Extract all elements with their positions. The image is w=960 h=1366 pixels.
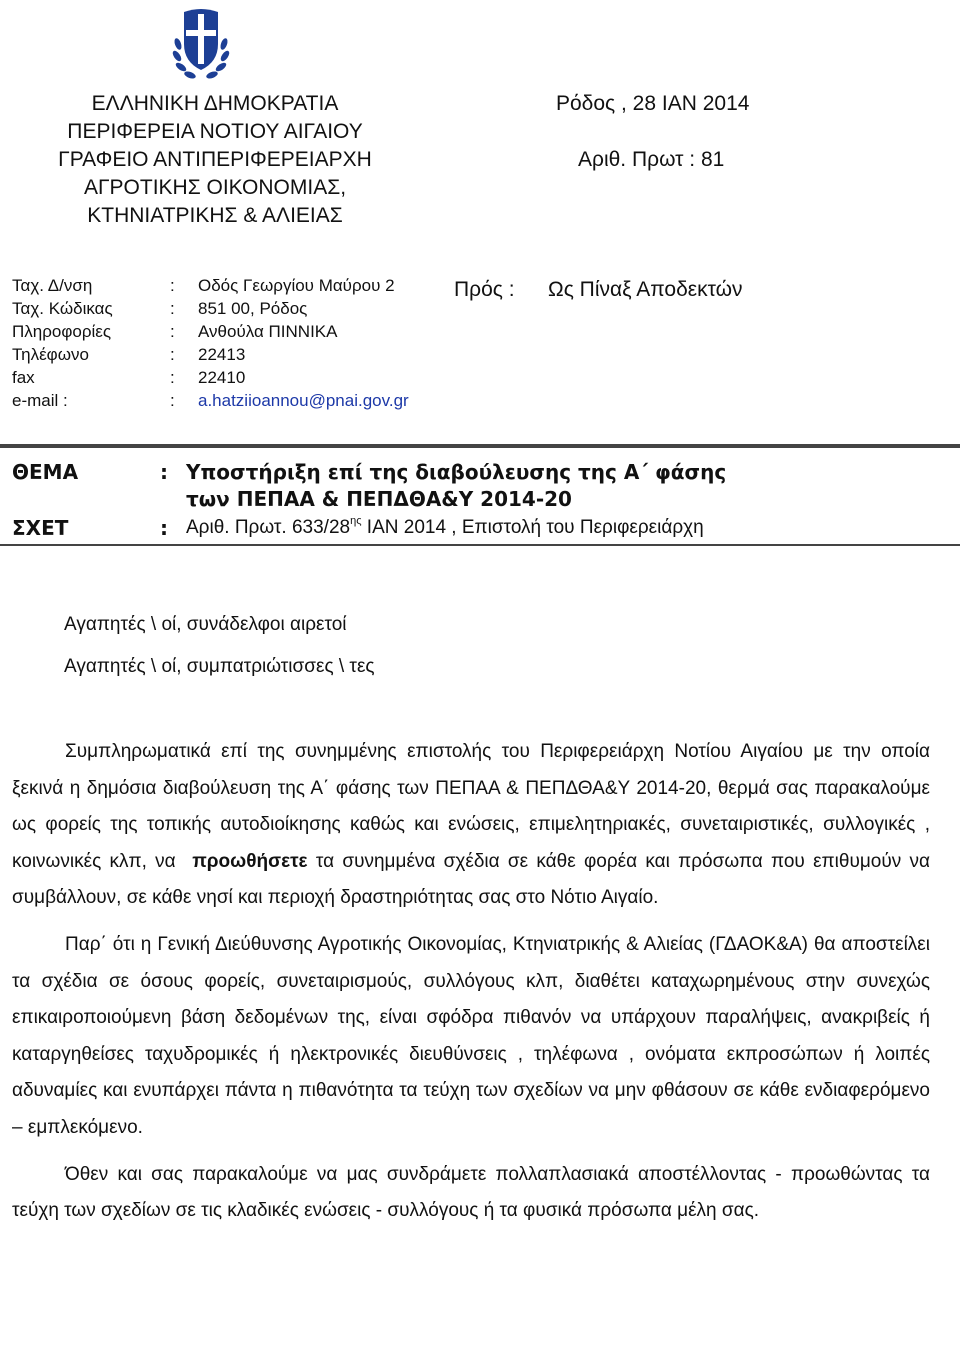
paragraph-text: τα συνημμένα σχέδια σε κάθε φορέα και πρόσωπα που επιθυμούν να συμβάλλουν, σε κάθε νησί και περιοχή δραστηριότητας σας στο Νότιο Αιγαίο. [12, 850, 931, 909]
paragraph: Παρ΄ ότι η Γενική Διεύθυνσης Αγροτικής Οικονομίας, Κτηνιατρικής & Αλιείας (ΓΔΑΟΚ&Α) θα αποστείλει τα σχέδια σε όσους φορείς, συνεταιρισμούς, συλλόγους κλπ, διαθέτει καταχωρημένους στην συνεχώς επικαιροποιούμενη βάση δεδομένων της, είναι σφόδρα πιθανόν να υπάρχουν παραλήψεις, ανακριβείς ή καταργηθείσες ταχυδρομικές ή ηλεκτρονικές διευθύνσεις , τηλέφωνα , ονόματα εκπροσώπων ή λοιπές αδυναμίες και ενυπάρχει πάντα η πιθανότητα τα τεύχη των σχεδίων να μην φθάσουν σε κάθε ενδιαφερόμενο – εμπλεκόμενο. [12, 933, 930, 1138]
sender-line: ΓΡΑΦΕΙΟ ΑΝΤΙΠΕΡΙΦΕΡΕΙΑΡΧΗ [58, 148, 372, 171]
contact-row [12, 389, 442, 412]
reference-sup: ης [350, 515, 362, 527]
contact-key: Ταχ. Κώδικας [12, 299, 113, 318]
contact-value: 22410 [198, 368, 246, 387]
contact-key: Πληροφορίες [12, 322, 112, 341]
protocol-number: Αριθ. Πρωτ : 81 [578, 148, 725, 171]
contact-key: e-mail : [12, 391, 68, 410]
paragraph-text: Συμπληρωματικά επί της συνημμένης επιστολής του Περιφερειάρχη Νοτίου Αιγαίου με την οποία ξεκινά η δημόσια διαβούλευση της Α΄ φάσης των ΠΕΠΑΑ & ΠΕΠΔΘΑ&Υ 2014-20, θερμά σας παρακαλούμε ως φορείς της τοπικής αυτοδιοίκησης καθώς και ενώσεις, επιμελητηριακές, συνεταιριστικές, συλλογικές , κοινωνικές κλπ, να [12, 741, 930, 872]
contact-key: Τηλέφωνο [12, 345, 89, 364]
sender-line: ΕΛΛΗΝΙΚΗ ΔΗΜΟΚΡΑΤΙΑ [91, 92, 339, 115]
contact-row [12, 274, 442, 297]
contact-colon: : [170, 368, 175, 387]
recipient-label: Πρός : [454, 278, 515, 301]
recipient-value: Ως Πίναξ Αποδεκτών [548, 278, 743, 301]
contact-colon: : [170, 276, 175, 295]
emphasis-text: προωθήσετε [192, 850, 308, 872]
sender-line: ΑΓΡΟΤΙΚΗΣ ΟΙΚΟΝΟΜΙΑΣ, [83, 176, 347, 199]
contact-key: fax [12, 368, 35, 387]
subject-label: ΘΕΜΑ [12, 460, 79, 484]
contact-key: Ταχ. Δ/νση [12, 276, 93, 295]
subject-colon: : [160, 460, 168, 484]
date-line: Ρόδος , 28 ΙΑΝ 2014 [556, 92, 750, 115]
letter-body [12, 734, 930, 1230]
contact-row [12, 297, 442, 320]
contact-colon: : [170, 345, 175, 364]
contact-value: 22413 [198, 345, 246, 364]
contact-value: 851 00, Ρόδος [198, 299, 308, 318]
subject-line-1: Υποστήριξη επί της διαβούλευσης της Α΄ φάσης [186, 460, 727, 484]
reference-pre: Αριθ. Πρωτ. 633/28 [186, 517, 351, 538]
paragraph: Όθεν και σας παρακαλούμε να μας συνδράμετε πολλαπλασιακά αποστέλλοντας - προωθώντας τα τεύχη των σχεδίων σε τις κλαδικές ενώσεις - συλλόγους ή τα φυσικά πρόσωπα μέλη σας. [12, 1163, 930, 1222]
email-link[interactable]: a.hatziioannou@pnai.gov.gr [198, 391, 409, 410]
reference-label: ΣΧΕΤ [12, 516, 69, 540]
contact-colon: : [170, 391, 175, 410]
reference-text [186, 517, 704, 539]
greeting-line: Αγαπητές \ οί, συνάδελφοι αιρετοί [64, 614, 347, 635]
sender-line: ΚΤΗΝΙΑΤΡΙΚΗΣ & ΑΛΙΕΙΑΣ [87, 204, 343, 227]
greeting-line: Αγαπητές \ οί, συμπατριώτισσες \ τες [64, 656, 375, 677]
reference-colon: : [160, 516, 168, 540]
subject-line-2: των ΠΕΠΑΑ & ΠΕΠΔΘΑ&Υ 2014-20 [186, 487, 572, 511]
greek-emblem-icon [172, 4, 230, 82]
contact-value: Ανθούλα ΠΙΝΝΙΚΑ [198, 322, 338, 341]
contact-value: Οδός Γεωργίου Μαύρου 2 [198, 276, 395, 295]
contact-row [12, 343, 442, 366]
contact-row [12, 366, 442, 389]
divider-bottom [0, 544, 960, 546]
contact-colon: : [170, 322, 175, 341]
paragraph [12, 734, 930, 917]
contact-block [12, 274, 442, 414]
divider-top [0, 444, 960, 448]
reference-post: ΙΑΝ 2014 , Επιστολή του Περιφερειάρχη [361, 517, 704, 538]
contact-colon: : [170, 299, 175, 318]
sender-block [0, 90, 430, 230]
contact-row [12, 320, 442, 343]
sender-line: ΠΕΡΙΦΕΡΕΙΑ ΝΟΤΙΟΥ ΑΙΓΑΙΟΥ [67, 120, 363, 143]
